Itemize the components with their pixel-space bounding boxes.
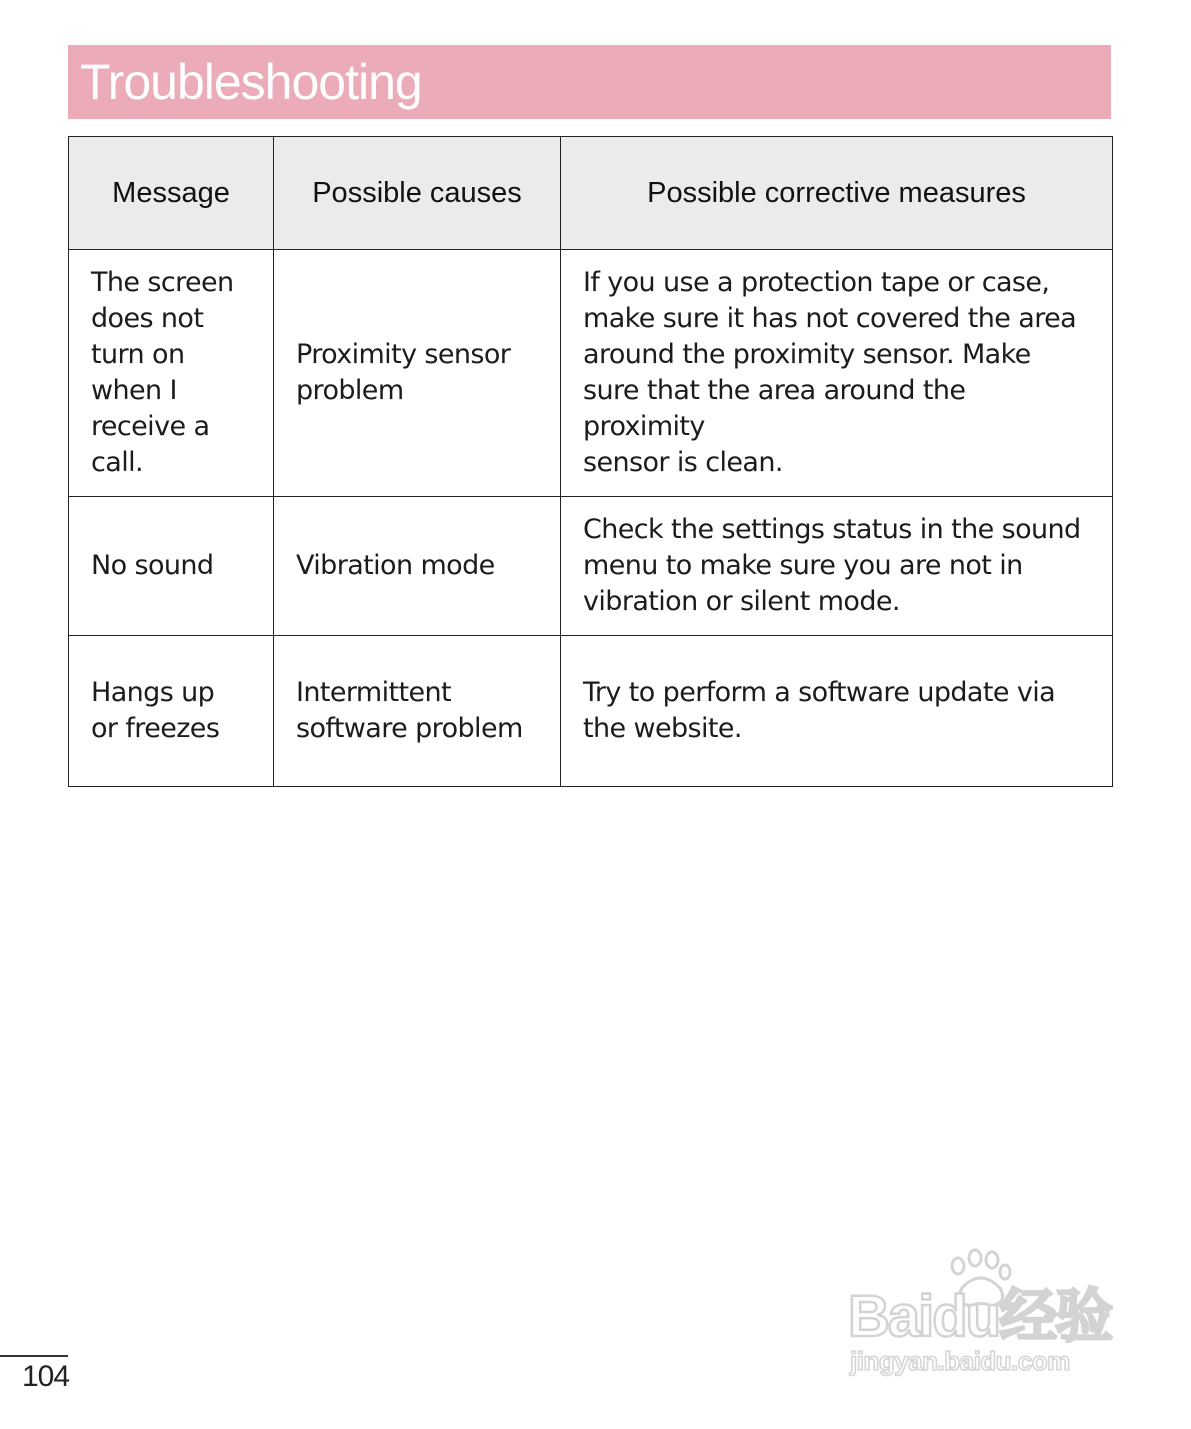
cause-cell xyxy=(274,497,561,636)
cause-text: Vibration mode xyxy=(296,550,495,581)
page-title: Troubleshooting xyxy=(80,54,422,110)
table-row xyxy=(69,497,1113,636)
measure-text: If you use a protection tape or case, make sure it has not covered the area around the proximity sensor. Make sure that the area around the proximity sensor is clean. xyxy=(583,267,1077,478)
cause-text: Intermittent software problem xyxy=(296,677,523,744)
message-text: Hangs up or freezes xyxy=(91,677,220,744)
measure-cell xyxy=(561,497,1113,636)
cause-cell xyxy=(274,636,561,787)
measure-text: Check the settings status in the sound menu to make sure you are not in vibration or silent mode. xyxy=(583,514,1081,617)
message-text: The screen does not turn on when I receive a call. xyxy=(91,267,234,478)
measure-cell xyxy=(561,250,1113,497)
cause-text: Proximity sensor problem xyxy=(296,339,511,406)
cause-cell xyxy=(274,250,561,497)
message-cell xyxy=(69,636,274,787)
message-cell xyxy=(69,497,274,636)
column-header-corrective-measures: Possible corrective measures xyxy=(561,137,1113,250)
measure-text: Try to perform a software update via the website. xyxy=(583,677,1056,744)
message-text: No sound xyxy=(91,550,214,581)
table-header-row xyxy=(69,137,1113,250)
title-bar xyxy=(68,45,1111,119)
page-number: 104 xyxy=(22,1360,70,1393)
table-row xyxy=(69,250,1113,497)
watermark-brand: Baidu经验 xyxy=(848,1284,1112,1349)
column-header-message: Message xyxy=(69,137,274,250)
measure-cell xyxy=(561,636,1113,787)
troubleshooting-table xyxy=(68,136,1113,787)
baidu-jingyan-watermark xyxy=(840,1248,1130,1388)
watermark-url: jingyan.baidu.com xyxy=(850,1346,1070,1376)
column-header-possible-causes: Possible causes xyxy=(274,137,561,250)
table-row xyxy=(69,636,1113,787)
message-cell xyxy=(69,250,274,497)
page-number-rule xyxy=(0,1355,68,1357)
